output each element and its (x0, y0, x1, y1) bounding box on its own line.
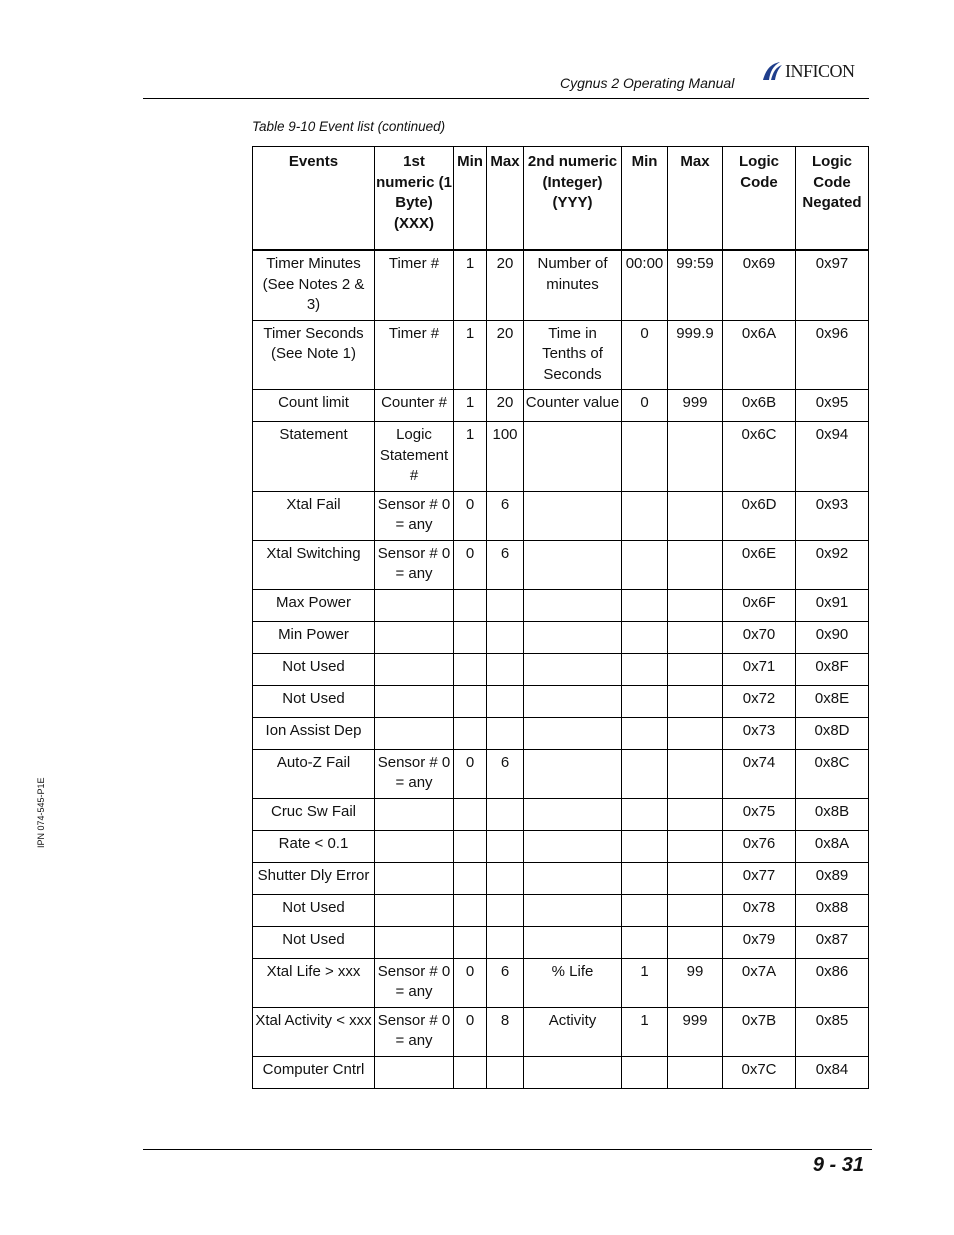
cell-logic-code-negated: 0x90 (796, 621, 869, 653)
cell-first-numeric: Sensor # 0 = any (375, 491, 454, 540)
cell-second-max (668, 862, 723, 894)
cell-logic-code: 0x75 (723, 798, 796, 830)
column-header-logic-code: Logic Code (723, 147, 796, 251)
cell-first-max (487, 717, 524, 749)
table-row (253, 390, 869, 422)
cell-logic-code: 0x7A (723, 958, 796, 1007)
table-row (253, 830, 869, 862)
cell-logic-code-negated: 0x96 (796, 320, 869, 390)
cell-events: Count limit (253, 390, 375, 422)
manual-title: Cygnus 2 Operating Manual (560, 75, 735, 91)
cell-logic-code: 0x6A (723, 320, 796, 390)
cell-second-numeric (524, 798, 622, 830)
cell-second-max (668, 540, 723, 589)
cell-logic-code-negated: 0x92 (796, 540, 869, 589)
cell-second-max (668, 621, 723, 653)
cell-logic-code-negated: 0x91 (796, 589, 869, 621)
cell-first-numeric (375, 1056, 454, 1088)
cell-first-max (487, 589, 524, 621)
cell-first-min: 1 (454, 320, 487, 390)
cell-second-max (668, 894, 723, 926)
cell-second-min (622, 1056, 668, 1088)
cell-events: Ion Assist Dep (253, 717, 375, 749)
cell-second-min (622, 749, 668, 798)
cell-logic-code: 0x76 (723, 830, 796, 862)
column-header-logic-code-negated: Logic Code Negated (796, 147, 869, 251)
cell-events: Max Power (253, 589, 375, 621)
table-header-row (253, 147, 869, 251)
cell-logic-code-negated: 0x87 (796, 926, 869, 958)
table-row (253, 1007, 869, 1056)
column-header-second-max: Max (668, 147, 723, 251)
cell-second-min (622, 830, 668, 862)
cell-second-min (622, 685, 668, 717)
cell-first-min (454, 717, 487, 749)
cell-second-min (622, 653, 668, 685)
cell-second-max (668, 589, 723, 621)
cell-first-numeric (375, 589, 454, 621)
cell-logic-code: 0x74 (723, 749, 796, 798)
table-row (253, 589, 869, 621)
cell-first-max (487, 653, 524, 685)
cell-second-max: 999 (668, 1007, 723, 1056)
cell-first-max (487, 862, 524, 894)
cell-second-max: 999.9 (668, 320, 723, 390)
cell-second-numeric (524, 830, 622, 862)
cell-logic-code-negated: 0x85 (796, 1007, 869, 1056)
cell-second-numeric: Counter value (524, 390, 622, 422)
cell-first-max (487, 830, 524, 862)
cell-first-numeric (375, 830, 454, 862)
cell-logic-code-negated: 0x8C (796, 749, 869, 798)
header-divider (143, 98, 869, 99)
table-row (253, 250, 869, 320)
cell-second-numeric (524, 862, 622, 894)
cell-first-numeric: Sensor # 0 = any (375, 749, 454, 798)
table-row (253, 798, 869, 830)
cell-events: Computer Cntrl (253, 1056, 375, 1088)
cell-first-max: 6 (487, 540, 524, 589)
cell-events: Shutter Dly Error (253, 862, 375, 894)
cell-first-min (454, 685, 487, 717)
cell-first-min (454, 589, 487, 621)
column-header-second-numeric: 2nd numeric (Integer) (YYY) (524, 147, 622, 251)
table-row (253, 320, 869, 390)
cell-events: Statement (253, 422, 375, 492)
table-row (253, 491, 869, 540)
cell-logic-code: 0x6C (723, 422, 796, 492)
cell-second-numeric (524, 894, 622, 926)
cell-second-numeric (524, 491, 622, 540)
cell-events: Not Used (253, 926, 375, 958)
cell-second-min (622, 862, 668, 894)
table-row (253, 749, 869, 798)
cell-second-min (622, 621, 668, 653)
cell-second-min (622, 540, 668, 589)
cell-second-min (622, 491, 668, 540)
cell-first-max: 20 (487, 390, 524, 422)
cell-second-min (622, 589, 668, 621)
cell-logic-code: 0x78 (723, 894, 796, 926)
cell-second-min: 1 (622, 1007, 668, 1056)
cell-logic-code: 0x7C (723, 1056, 796, 1088)
cell-first-min: 0 (454, 540, 487, 589)
cell-second-min: 00:00 (622, 250, 668, 320)
table-row (253, 540, 869, 589)
cell-first-min (454, 798, 487, 830)
cell-first-min: 1 (454, 422, 487, 492)
cell-logic-code: 0x71 (723, 653, 796, 685)
cell-logic-code-negated: 0x8A (796, 830, 869, 862)
cell-second-min (622, 422, 668, 492)
cell-second-numeric: Time in Tenths of Seconds (524, 320, 622, 390)
cell-events: Xtal Fail (253, 491, 375, 540)
cell-first-min (454, 830, 487, 862)
table-row (253, 621, 869, 653)
cell-second-numeric: Number of minutes (524, 250, 622, 320)
event-list-table (252, 146, 869, 1089)
cell-logic-code-negated: 0x8D (796, 717, 869, 749)
cell-logic-code-negated: 0x84 (796, 1056, 869, 1088)
cell-second-max (668, 491, 723, 540)
cell-first-min (454, 862, 487, 894)
cell-second-max (668, 422, 723, 492)
cell-first-numeric (375, 653, 454, 685)
cell-second-min (622, 894, 668, 926)
cell-logic-code: 0x72 (723, 685, 796, 717)
cell-second-min: 1 (622, 958, 668, 1007)
cell-first-min (454, 926, 487, 958)
cell-first-max: 8 (487, 1007, 524, 1056)
cell-logic-code-negated: 0x94 (796, 422, 869, 492)
cell-logic-code: 0x70 (723, 621, 796, 653)
cell-second-max (668, 926, 723, 958)
cell-first-numeric (375, 862, 454, 894)
cell-second-max: 999 (668, 390, 723, 422)
cell-first-numeric: Timer # (375, 320, 454, 390)
cell-first-max: 100 (487, 422, 524, 492)
cell-logic-code-negated: 0x89 (796, 862, 869, 894)
cell-logic-code: 0x7B (723, 1007, 796, 1056)
table-row (253, 926, 869, 958)
cell-first-numeric (375, 926, 454, 958)
cell-logic-code-negated: 0x97 (796, 250, 869, 320)
table-row (253, 422, 869, 492)
cell-first-min: 1 (454, 250, 487, 320)
table-row (253, 862, 869, 894)
cell-events: Xtal Activity < xxx (253, 1007, 375, 1056)
cell-events: Cruc Sw Fail (253, 798, 375, 830)
cell-first-min (454, 1056, 487, 1088)
cell-first-numeric: Logic Statement # (375, 422, 454, 492)
cell-logic-code: 0x6D (723, 491, 796, 540)
cell-first-max (487, 1056, 524, 1088)
cell-second-max: 99 (668, 958, 723, 1007)
table-row (253, 653, 869, 685)
column-header-first-max: Max (487, 147, 524, 251)
cell-second-numeric (524, 926, 622, 958)
cell-second-numeric: % Life (524, 958, 622, 1007)
cell-logic-code: 0x77 (723, 862, 796, 894)
table-body (253, 250, 869, 1088)
cell-logic-code-negated: 0x86 (796, 958, 869, 1007)
cell-second-max (668, 749, 723, 798)
cell-second-min (622, 798, 668, 830)
cell-first-min (454, 621, 487, 653)
cell-first-numeric: Counter # (375, 390, 454, 422)
cell-first-numeric (375, 685, 454, 717)
cell-first-min: 1 (454, 390, 487, 422)
cell-logic-code-negated: 0x8E (796, 685, 869, 717)
cell-logic-code-negated: 0x8B (796, 798, 869, 830)
cell-first-min: 0 (454, 958, 487, 1007)
cell-logic-code-negated: 0x95 (796, 390, 869, 422)
cell-first-min: 0 (454, 491, 487, 540)
cell-first-numeric (375, 798, 454, 830)
cell-first-numeric (375, 621, 454, 653)
cell-second-numeric (524, 653, 622, 685)
cell-first-max (487, 894, 524, 926)
cell-second-max (668, 717, 723, 749)
cell-logic-code: 0x6F (723, 589, 796, 621)
inficon-logo (760, 60, 872, 84)
cell-events: Auto-Z Fail (253, 749, 375, 798)
cell-second-min: 0 (622, 320, 668, 390)
column-header-first-numeric: 1st numeric (1 Byte) (XXX) (375, 147, 454, 251)
cell-second-numeric (524, 540, 622, 589)
column-header-first-min: Min (454, 147, 487, 251)
cell-second-numeric (524, 621, 622, 653)
cell-first-max (487, 621, 524, 653)
cell-logic-code: 0x79 (723, 926, 796, 958)
table-row (253, 894, 869, 926)
cell-events: Timer Seconds (See Note 1) (253, 320, 375, 390)
cell-first-numeric: Sensor # 0 = any (375, 1007, 454, 1056)
footer-divider (143, 1149, 872, 1150)
cell-second-numeric: Activity (524, 1007, 622, 1056)
cell-logic-code: 0x6E (723, 540, 796, 589)
cell-first-numeric: Sensor # 0 = any (375, 958, 454, 1007)
cell-second-numeric (524, 1056, 622, 1088)
cell-events: Not Used (253, 653, 375, 685)
table-row (253, 958, 869, 1007)
cell-first-numeric (375, 717, 454, 749)
cell-first-max: 6 (487, 749, 524, 798)
cell-logic-code-negated: 0x8F (796, 653, 869, 685)
logo-wordmark: INFICON (785, 61, 855, 81)
cell-second-max (668, 830, 723, 862)
cell-logic-code: 0x69 (723, 250, 796, 320)
cell-first-numeric: Timer # (375, 250, 454, 320)
cell-first-max (487, 798, 524, 830)
table-row (253, 1056, 869, 1088)
cell-second-max: 99:59 (668, 250, 723, 320)
cell-first-numeric (375, 894, 454, 926)
cell-logic-code: 0x6B (723, 390, 796, 422)
cell-first-max (487, 926, 524, 958)
table-row (253, 685, 869, 717)
cell-first-max: 20 (487, 320, 524, 390)
cell-events: Min Power (253, 621, 375, 653)
cell-second-max (668, 798, 723, 830)
cell-second-max (668, 685, 723, 717)
cell-first-min: 0 (454, 749, 487, 798)
cell-second-numeric (524, 589, 622, 621)
cell-second-max (668, 653, 723, 685)
cell-second-min (622, 926, 668, 958)
cell-events: Xtal Life > xxx (253, 958, 375, 1007)
table-row (253, 717, 869, 749)
column-header-events: Events (253, 147, 375, 251)
document-ipn: IPN 074-545-P1E (36, 777, 46, 848)
cell-logic-code-negated: 0x88 (796, 894, 869, 926)
cell-second-numeric (524, 717, 622, 749)
cell-first-max: 20 (487, 250, 524, 320)
cell-first-max: 6 (487, 491, 524, 540)
cell-first-min: 0 (454, 1007, 487, 1056)
cell-logic-code-negated: 0x93 (796, 491, 869, 540)
table-caption: Table 9-10 Event list (continued) (252, 119, 446, 134)
cell-second-numeric (524, 685, 622, 717)
column-header-second-min: Min (622, 147, 668, 251)
cell-events: Rate < 0.1 (253, 830, 375, 862)
cell-second-numeric (524, 422, 622, 492)
cell-first-max: 6 (487, 958, 524, 1007)
cell-first-max (487, 685, 524, 717)
cell-second-numeric (524, 749, 622, 798)
cell-logic-code: 0x73 (723, 717, 796, 749)
cell-events: Xtal Switching (253, 540, 375, 589)
cell-events: Not Used (253, 894, 375, 926)
cell-second-min (622, 717, 668, 749)
cell-second-max (668, 1056, 723, 1088)
page-number: 9 - 31 (812, 1154, 864, 1176)
cell-second-min: 0 (622, 390, 668, 422)
cell-first-numeric: Sensor # 0 = any (375, 540, 454, 589)
cell-first-min (454, 894, 487, 926)
cell-events: Not Used (253, 685, 375, 717)
inficon-logo-icon (760, 60, 784, 84)
cell-events: Timer Minutes (See Notes 2 & 3) (253, 250, 375, 320)
cell-first-min (454, 653, 487, 685)
